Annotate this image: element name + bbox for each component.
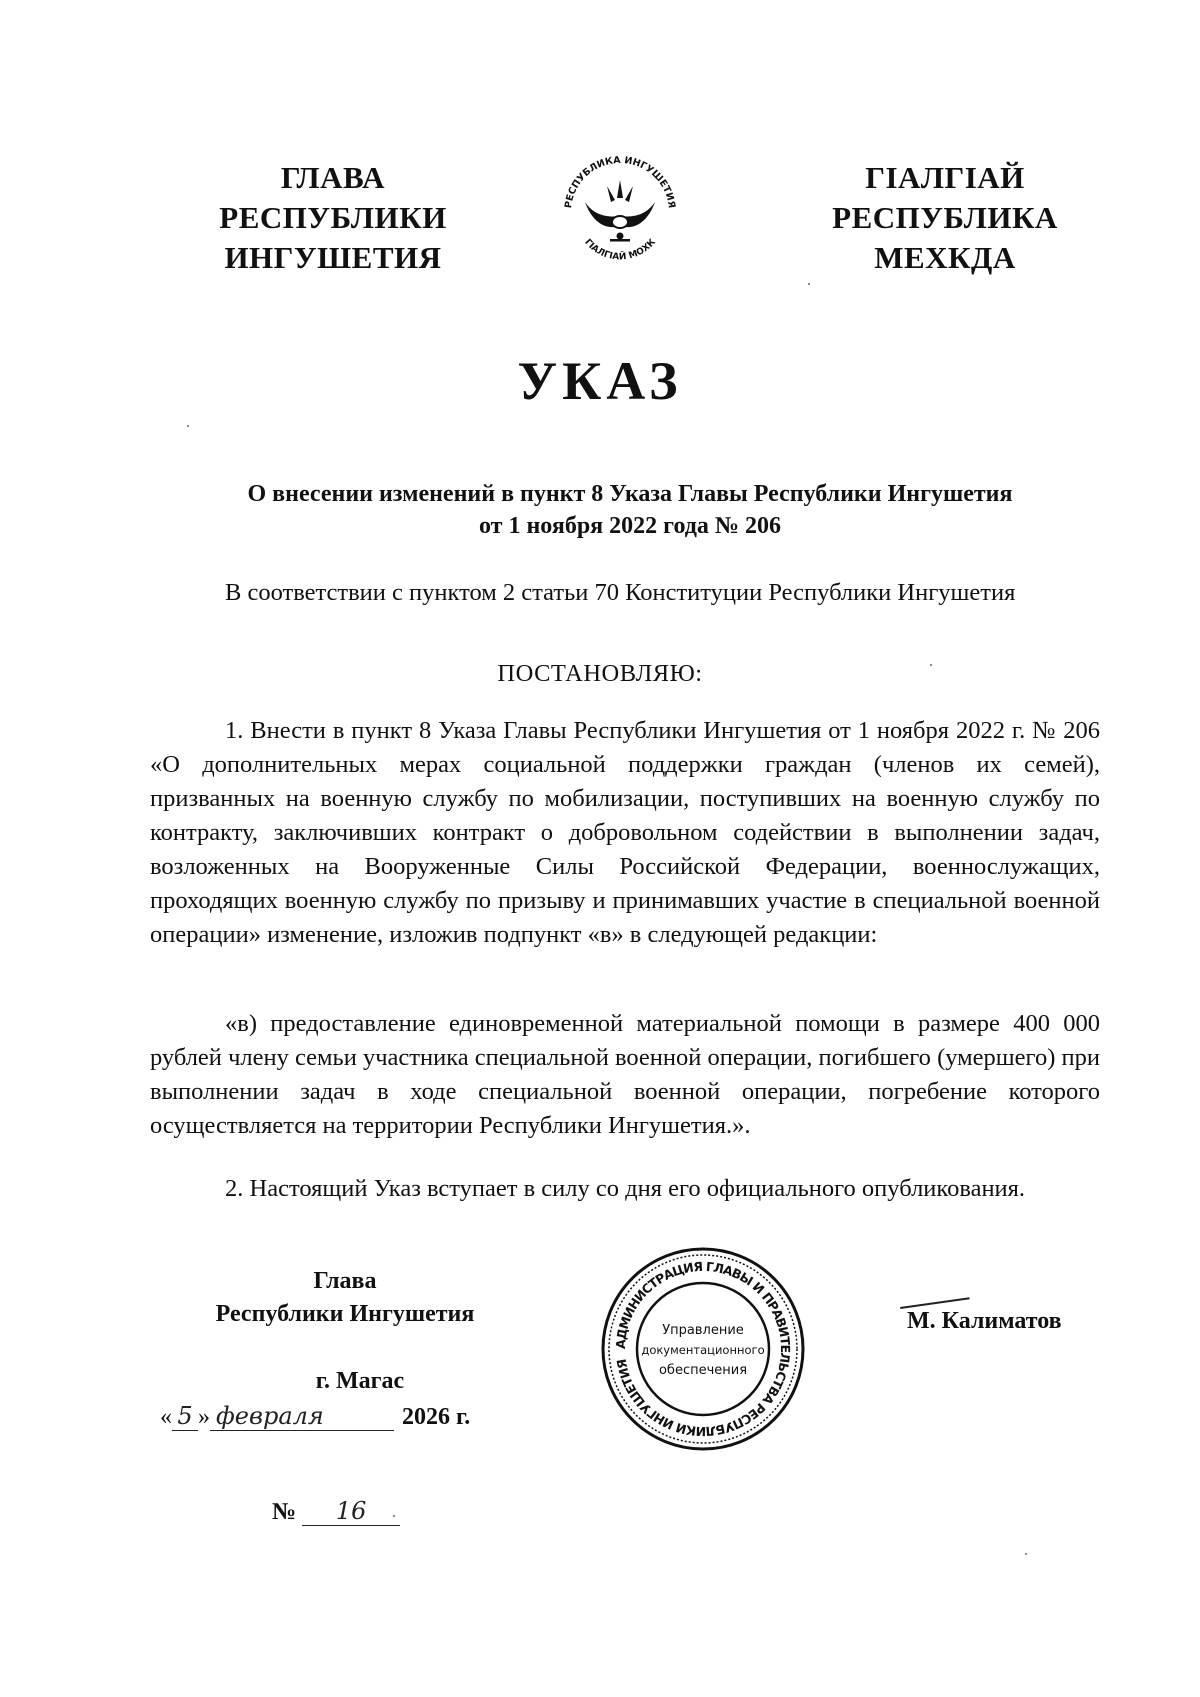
seal-center-line: Управление — [662, 1323, 744, 1338]
title-line: от 1 ноября 2022 года № 206 — [478, 513, 782, 539]
emblem-top-text: РЕСПУБЛИКА ИНГУШЕТИЯ — [563, 154, 677, 209]
scan-speck — [187, 425, 189, 427]
item-1-text: 1. Внести в пункт 8 Указа Главы Республики Ингушетия от 1 ноября 2022 г. № 206 «О дополнительных мерах социальной поддержки граждан (членов их семей), призванных на военную службу по мобилизации, поступивших на военную службу по контракту, заключивших контракт о добровольном содействии в выполнении задач, возложенных на Вооруженные Силы Российской Федерации, военнослужащих, проходящих военную службу по призыву и принимавших участие в специальной военной операции» изменение, изложив подпункт «в» в следующей редакции: — [150, 717, 1100, 948]
seal-ring-text: АДМИНИСТРАЦИЯ ГЛАВЫ И ПРАВИТЕЛЬСТВА РЕСПУБЛИКИ ИНГУШЕТИЯ — [612, 1258, 794, 1440]
signatory-position — [170, 1265, 520, 1331]
signer-name — [907, 1308, 1062, 1335]
header-right-line: МЕХКДА — [874, 240, 1016, 275]
number-value-handwritten: 16 — [302, 1497, 400, 1526]
header-left-line: ИНГУШЕТИЯ — [224, 240, 442, 275]
position-line: Республики Ингушетия — [215, 1301, 475, 1327]
header-left — [193, 158, 473, 278]
eagle-icon — [585, 180, 655, 242]
place-of-signing: г. Магас — [315, 1368, 405, 1394]
signing-date — [160, 1402, 470, 1431]
item-2-paragraph — [150, 1172, 1100, 1206]
official-seal-stamp — [598, 1244, 808, 1454]
date-year: 2026 г. — [402, 1404, 471, 1430]
date-open-quote: « — [160, 1404, 172, 1430]
date-month-handwritten: февраля — [210, 1402, 394, 1431]
basis-paragraph — [150, 576, 1100, 610]
scan-speck — [1025, 1553, 1027, 1555]
scan-speck — [393, 1515, 395, 1517]
item-2-text: 2. Настоящий Указ вступает в силу со дня его официального опубликования. — [225, 1175, 1026, 1202]
seal-center-line: документационного — [641, 1343, 765, 1357]
header-right-line: РЕСПУБЛИКА — [832, 200, 1058, 235]
document-title — [150, 478, 1110, 542]
emblem-bottom-text: ГIАЛГIАЙ МОХК — [582, 237, 658, 263]
quoted-subparagraph — [150, 1007, 1100, 1143]
number-label: № — [272, 1499, 297, 1525]
quoted-subparagraph-text: «в) предоставление единовременной материальной помощи в размере 400 000 рублей члену семьи участника специальной военной операции, погибшего (умершего) при выполнении задач в ходе специальной военной операции, погребение которого осуществляется на территории Республики Ингушетия.». — [150, 1010, 1100, 1139]
item-1-paragraph — [150, 714, 1100, 952]
scan-speck — [930, 664, 932, 666]
signer-name-text: М. Калиматов — [907, 1308, 1062, 1334]
coat-of-arms-emblem — [555, 140, 685, 270]
decree-word: ПОСТАНОВЛЯЮ: — [497, 660, 703, 687]
document-type-heading: УКАЗ — [517, 351, 683, 411]
decree-number — [272, 1497, 400, 1526]
seal-center-line: обеспечения — [658, 1363, 748, 1378]
scan-speck — [808, 283, 810, 285]
date-close-quote: » — [198, 1404, 210, 1430]
header-left-line: РЕСПУБЛИКИ — [219, 200, 447, 235]
date-day-handwritten: 5 — [172, 1402, 198, 1431]
header-left-line: ГЛАВА — [280, 160, 386, 195]
basis-text: В соответствии с пунктом 2 статьи 70 Конституции Республики Ингушетия — [225, 579, 1016, 606]
position-line: Глава — [313, 1268, 377, 1294]
header-right — [805, 158, 1085, 278]
title-line: О внесении изменений в пункт 8 Указа Главы Республики Ингушетия — [247, 481, 1013, 507]
header-right-line: ГIАЛГIАЙ — [865, 160, 1025, 195]
